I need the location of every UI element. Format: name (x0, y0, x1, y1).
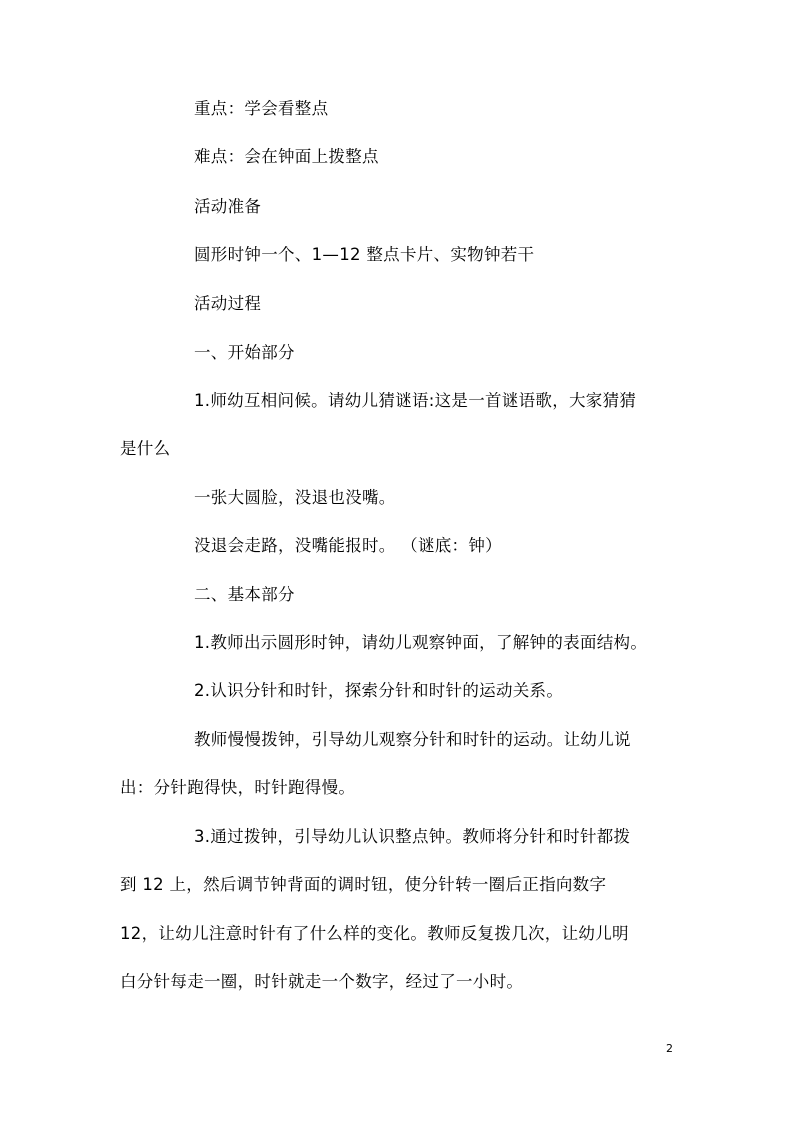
riddle-line: 没退会走路，没嘴能报时。 （谜底：钟） (194, 536, 502, 555)
materials-line: 圆形时钟一个、1—12 整点卡片、实物钟若干 (194, 245, 535, 264)
paragraph-line: 到 12 上，然后调节钟背面的调时钮，使分针转一圈后正指向数字 (120, 875, 607, 894)
section-heading-start: 一、开始部分 (194, 343, 295, 362)
paragraph-line: 1.教师出示圆形时钟，请幼儿观察钟面，了解钟的表面结构。 (194, 633, 648, 652)
paragraph-line: 是什么 (120, 439, 171, 458)
paragraph-line: 1.师幼互相问候。请幼儿猜谜语:这是一首谜语歌，大家猜猜 (194, 391, 637, 410)
paragraph-line: 白分针每走一圈，时针就走一个数字，经过了一小时。 (120, 972, 524, 991)
paragraph-line: 3.通过拨钟，引导幼儿认识整点钟。教师将分针和时针都拨 (194, 827, 631, 846)
key-point-line: 重点：学会看整点 (194, 99, 329, 118)
paragraph-line: 出：分针跑得快，时针跑得慢。 (120, 778, 356, 797)
heading-preparation: 活动准备 (194, 197, 262, 216)
paragraph-line: 2.认识分针和时针，探索分针和时针的运动关系。 (194, 681, 564, 700)
paragraph-line: 教师慢慢拨钟，引导幼儿观察分针和时针的运动。让幼儿说 (194, 730, 631, 749)
paragraph-line: 12，让幼儿注意时针有了什么样的变化。教师反复拨几次，让幼儿明 (120, 924, 629, 943)
section-heading-basic: 二、基本部分 (194, 585, 295, 604)
heading-process: 活动过程 (194, 294, 262, 313)
page-number: 2 (666, 1042, 673, 1055)
difficulty-line: 难点：会在钟面上拨整点 (194, 147, 379, 166)
riddle-line: 一张大圆脸，没退也没嘴。 (194, 488, 396, 507)
